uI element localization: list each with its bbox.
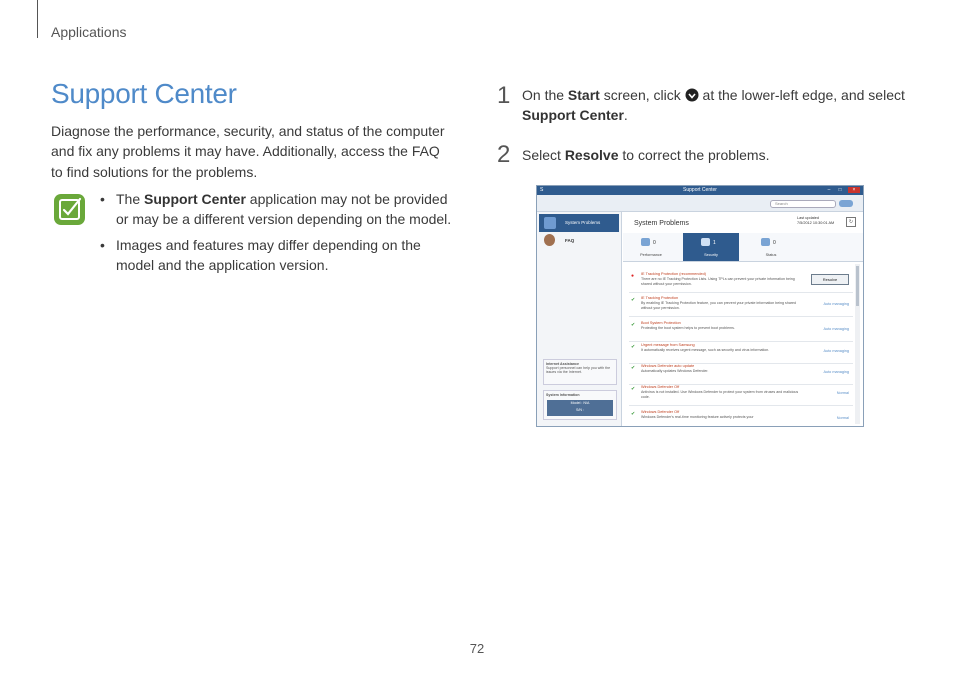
step-bold: Resolve [564,147,619,163]
internet-assistance-title: Internet Assistance [546,362,580,366]
top-toolbar [537,195,863,212]
row-title: Windows Defender Off [641,410,680,414]
problem-row [629,296,853,317]
tab-label: Performance [640,253,662,257]
check-icon: ✔ [631,386,636,392]
row-title: Windows Defender auto update [641,364,695,368]
step-number: 1 [497,82,511,109]
note-item [100,235,460,276]
row-status: Auto managing [823,302,849,306]
problem-row [629,410,853,427]
tab-security[interactable] [683,233,739,261]
window-title: Support Center [683,187,717,193]
problem-row [629,364,853,385]
problem-row [629,321,853,342]
section-label: Applications [51,24,127,40]
tab-label: Status [765,253,777,257]
step-text: screen, click [599,87,685,103]
internet-assistance-text: Support personnel can help you with the issues via the Internet. [546,366,611,374]
close-button[interactable]: × [848,187,860,193]
check-icon: ✔ [631,365,636,371]
app-logo-icon: S [540,187,544,193]
row-desc: By enabling IE Tracking Protection feature, you can prevent your private information being shared without your permission. [641,301,797,311]
last-updated-value: 7/5/2012 10:30:01 AM [797,221,835,225]
tab-count: 0 [773,240,776,246]
check-icon: ✔ [631,322,636,328]
row-status: Auto managing [823,349,849,353]
note-bold: Support Center [144,191,246,207]
person-icon [544,234,555,246]
step-bold: Start [567,87,600,103]
note-check-icon [53,193,86,226]
sidebar-item-faq[interactable] [539,234,619,248]
problem-row [629,272,853,293]
search-button[interactable] [839,200,853,207]
performance-icon [641,238,650,246]
bullet: • [100,236,105,253]
last-updated [797,216,834,226]
row-status: Auto managing [823,370,849,374]
scrollbar[interactable] [855,264,860,424]
step-bold: Support Center [522,107,624,124]
row-title: Windows Defender Off [641,385,680,389]
step-2-text [522,145,922,165]
step-1-text [522,85,922,126]
step-text: . [623,107,628,124]
tab-performance[interactable] [623,233,679,261]
minimize-button[interactable]: – [827,187,831,193]
refresh-button[interactable]: ↻ [846,217,856,227]
row-desc: Automatically updates Windows Defender. [641,369,709,373]
internet-assistance-box[interactable] [543,359,617,385]
bullet: • [100,191,105,207]
monitor-icon [544,217,556,229]
tab-status[interactable] [743,233,799,261]
warning-icon: ● [631,273,635,279]
row-desc: It automatically receives urgent message, such as security and virus information. [641,348,770,352]
page-number: 72 [469,641,485,656]
system-info-panel [547,400,613,416]
check-icon: ✔ [631,411,636,417]
intro-paragraph: Diagnose the performance, security, and status of the computer and fix any problems it may have. Additionally, access the FAQ to find solutions for the problems. [51,123,445,180]
row-title: IE Tracking Protection [641,296,679,300]
row-status: Normal [836,391,849,395]
support-center-screenshot [536,185,864,427]
row-title: Urgent message from Samsung [641,343,695,347]
resolve-button[interactable]: Resolve [811,274,849,285]
note-item [100,189,460,230]
sidebar-item-label: FAQ [565,238,575,243]
category-tabs [623,233,863,262]
note-text: The [116,191,145,207]
step-text: at the lower-left edge, and select [698,87,905,103]
tab-count: 1 [713,240,716,246]
security-icon [701,238,710,246]
note-text: application may not be provided or may be a different version depending on the model. [116,191,452,228]
last-updated-label: Last updated [797,216,819,220]
step-number: 2 [497,141,511,168]
sidebar [537,212,622,426]
problem-row [629,385,853,406]
main-title: System Problems [634,220,689,227]
step-text: Select [522,147,565,163]
status-icon [761,238,770,246]
row-title: IE Tracking Protection (recommended) [641,272,706,276]
step-text: On the [522,87,568,103]
row-status: Normal [836,416,849,420]
check-icon: ✔ [631,344,636,350]
header-rule [37,0,38,38]
model-value: Model : N/A [570,401,590,405]
down-arrow-circle-icon [685,88,699,102]
sidebar-item-system-problems[interactable] [539,214,619,232]
scrollbar-thumb[interactable] [856,266,859,306]
row-desc: Windows Defender's real-time monitoring feature actively protects your [641,415,754,419]
search-input[interactable]: Search [770,200,836,208]
problem-row [629,343,853,364]
row-status: Auto managing [823,327,849,331]
row-title: Boot System Protection [641,321,681,325]
window-titlebar [537,186,863,195]
row-desc: There are no IE Tracking Protection Lists. Using TPLs can prevent your private information being shared without your permission. [641,277,795,287]
step-text: to correct the problems. [618,147,770,163]
note-text: Images and features may differ depending on the model and the application version. [116,236,421,274]
notes-list [100,189,460,281]
row-desc: Antivirus is not installed. Use Windows Defender to protect your system from viruses and malicious code. [641,390,799,400]
row-desc: Protecting the boot system helps to prevent boot problems. [641,326,735,330]
tab-count: 0 [653,240,656,246]
system-information-title: System Information [546,393,580,397]
system-information-box [543,390,617,420]
serial-value: S/N : [576,408,584,412]
tab-label: Security [704,253,718,257]
check-icon: ✔ [631,297,636,303]
page-title: Support Center [51,78,237,109]
sidebar-item-label: System Problems [565,220,601,225]
maximize-button[interactable]: □ [838,187,842,193]
